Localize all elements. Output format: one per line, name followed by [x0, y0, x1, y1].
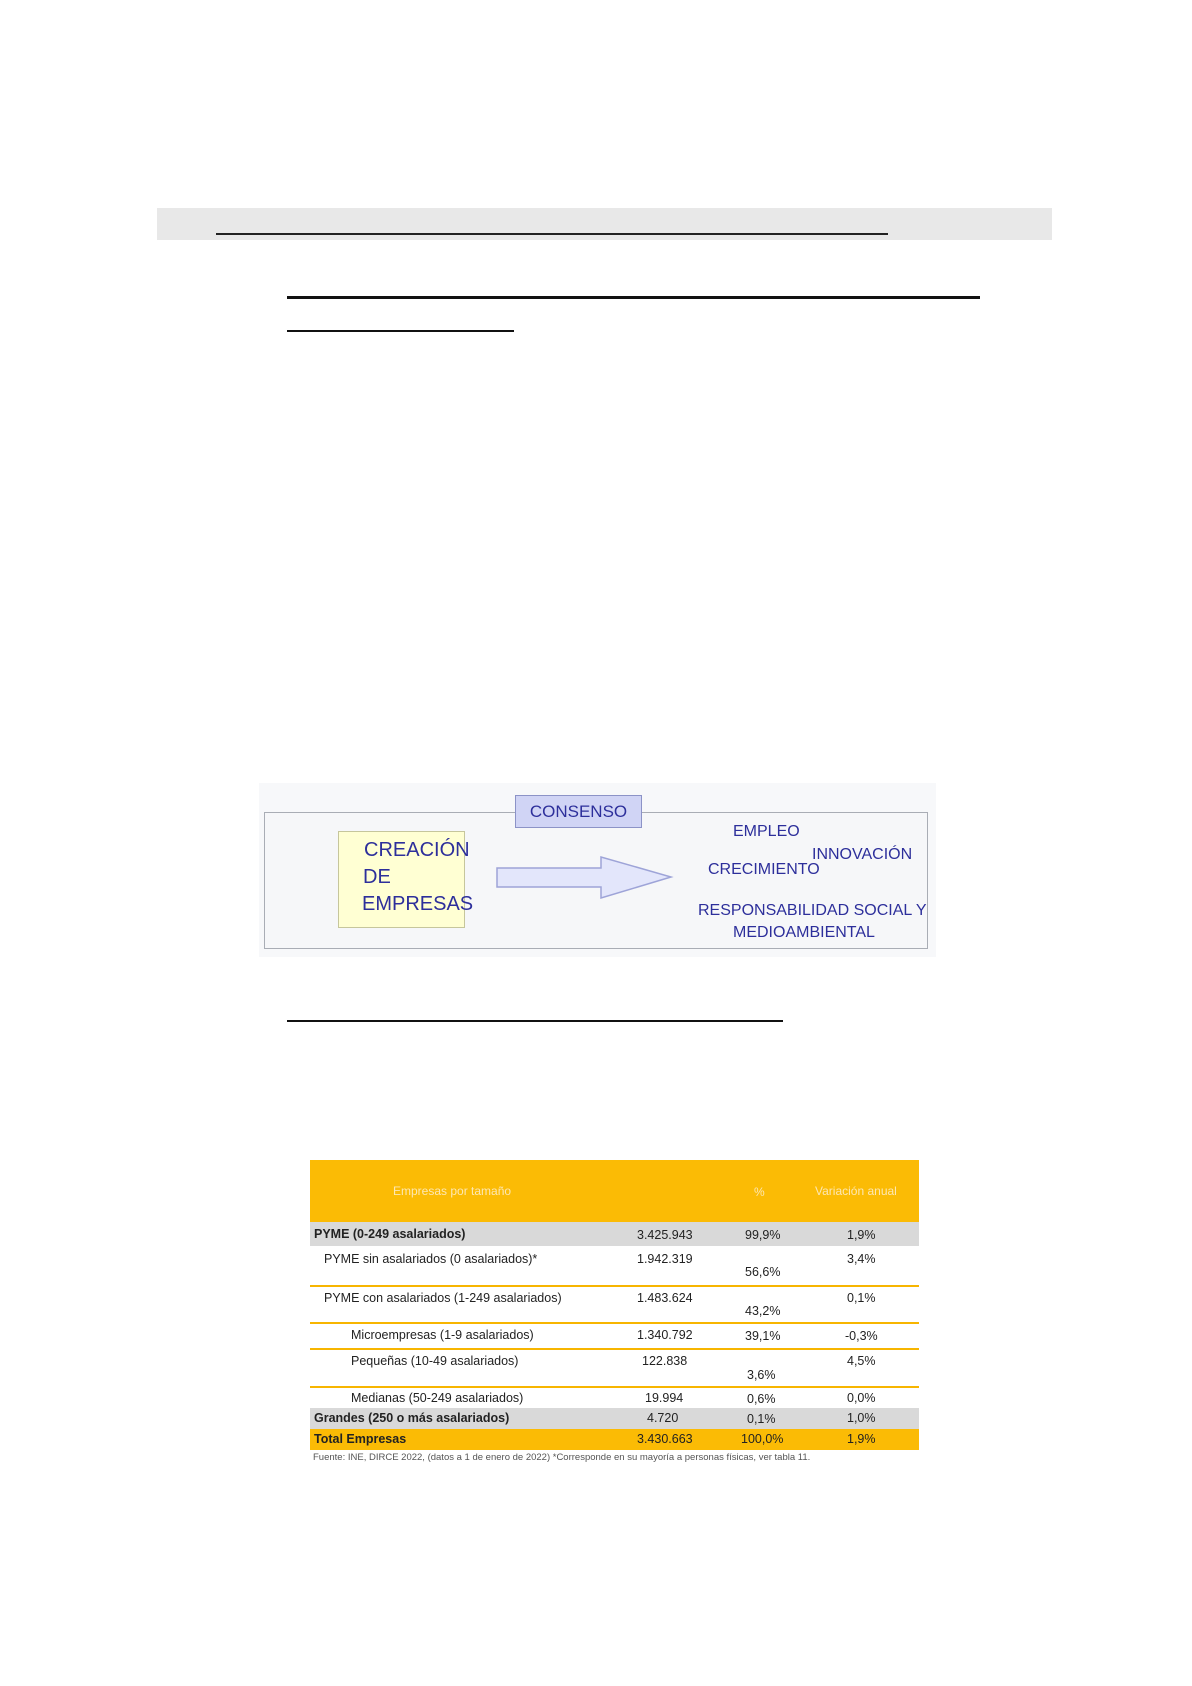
table-row: PYME con asalariados (1-249 asalariados) 1.483.624 43,2% 0,1% [324, 1291, 876, 1318]
table-row: PYME (0-249 asalariados) 3.425.943 99,9% 1,9% [310, 1222, 919, 1246]
table-row: Microempresas (1-9 asalariados) 1.340.792 39,1% -0,3% [351, 1328, 878, 1343]
empleo-label: EMPLEO [733, 823, 800, 840]
crecimiento-label: CRECIMIENTO [708, 861, 820, 878]
header-category: Empresas por tamaño [393, 1184, 512, 1198]
consenso-label: CONSENSO [529, 801, 628, 821]
row-separator [310, 1386, 919, 1388]
table-header [310, 1160, 919, 1222]
header-band [157, 208, 1052, 240]
right-arrow-icon [495, 856, 675, 900]
responsabilidad-label-1: RESPONSABILIDAD SOCIAL Y [698, 902, 927, 919]
creacion-line-1: CREACIÓN [364, 839, 470, 861]
creacion-line-2: DE [363, 866, 391, 888]
innovacion-label: INNOVACIÓN [812, 846, 913, 863]
heading-underline [287, 296, 980, 299]
table-row: Pequeñas (10-49 asalariados) 122.838 3,6% 4,5% [351, 1354, 876, 1382]
header-variation: Variación anual [815, 1184, 897, 1198]
row-separator [310, 1348, 919, 1350]
table-row-total: Total Empresas 3.430.663 100,0% 1,9% [310, 1429, 919, 1450]
responsabilidad-label-2: MEDIOAMBIENTAL [733, 924, 875, 941]
creacion-box [338, 831, 474, 928]
heading-underline-short [287, 330, 514, 332]
row-separator [310, 1322, 919, 1324]
creacion-line-3: EMPRESAS [362, 893, 474, 915]
table-row: PYME sin asalariados (0 asalariados)* 1.942.319 56,6% 3,4% [324, 1252, 876, 1279]
table-row: Grandes (250 o más asalariados) 4.720 0,1% 1,0% [310, 1408, 919, 1429]
row-separator [310, 1285, 919, 1287]
consenso-box [515, 795, 642, 828]
header-percent: % [754, 1185, 765, 1199]
table-footnote: Fuente: INE, DIRCE 2022, (datos a 1 de enero de 2022) *Corresponde en su mayoría a personas físicas, ver tabla 11. [313, 1452, 811, 1463]
section-underline [287, 1020, 783, 1022]
table-row: Medianas (50-249 asalariados) 19.994 0,6% 0,0% [351, 1391, 876, 1406]
header-underline [216, 233, 888, 235]
